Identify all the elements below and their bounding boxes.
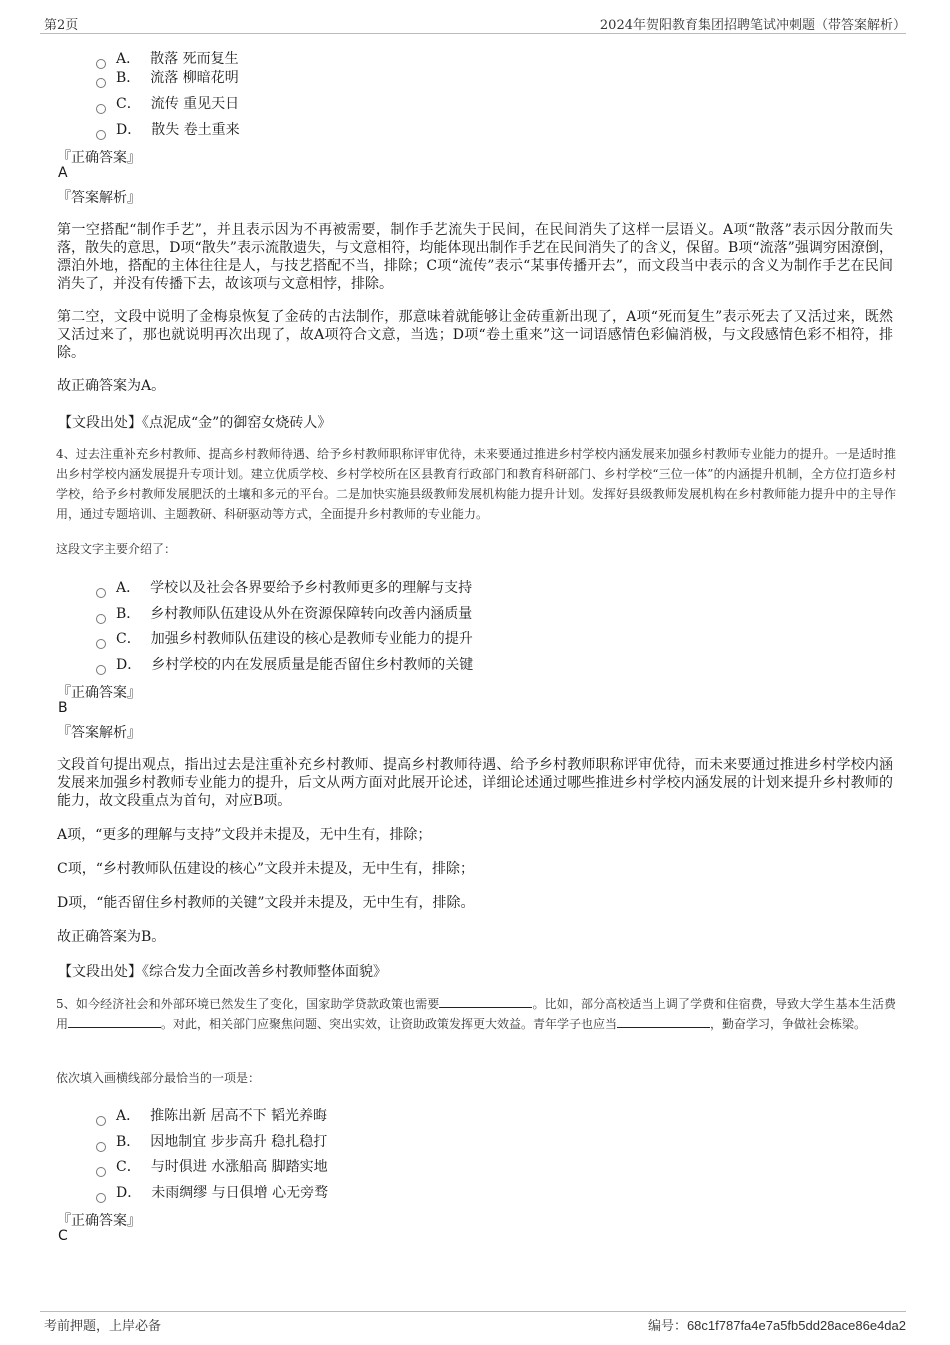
q4-analysis-option-d: D项，“能否留住乡村教师的关键”文段并未提及，无中生有，排除。 (57, 895, 475, 911)
q4-answer-label: 『正确答案』 (57, 685, 141, 701)
q3-analysis-paragraph: 第一空搭配“制作手艺”，并且表示因为不再被需要，制作手艺流失于民间，在民间消失了这样一层语义。A项“散落”表示因分散而失落，散失的意思，D项“散失”表示流散遗失，与文意相符，均能体现出制作手艺在民间消失了的含义，保留。B项“流落”强调穷困潦倒，漂泊外地，搭配的主体往往是人，与技艺搭配不当，排除；C项“流传”表示“某事传播开去”，而文段当中表示的含义为制作手艺在民间消失了，并没有传播下去，故该项与文意相悖，排除。 (57, 222, 893, 292)
radio-icon (96, 104, 106, 114)
header-divider (40, 33, 906, 34)
radio-icon (96, 78, 106, 88)
document-code: 编号：68c1f787fa4e7a5fb5dd28ace86e4da2 (647, 1318, 906, 1334)
q4-answer: B (58, 700, 68, 716)
fill-blank (68, 1015, 161, 1028)
q4-conclusion: 故正确答案为B。 (57, 929, 166, 945)
radio-icon (96, 130, 106, 140)
radio-icon (96, 1167, 106, 1177)
radio-icon (96, 614, 106, 624)
fill-blank (439, 995, 532, 1008)
q4-analysis-label: 『答案解析』 (57, 725, 141, 741)
radio-icon (96, 1116, 106, 1126)
q5-stem: 5、如今经济社会和外部环境已然发生了变化，国家助学贷款政策也需要 。比如，部分高校适当上调了学费和住宿费，导致大学生基本生活费用 。对此，相关部门应聚焦问题、突出实效，让资助政策发挥更大效益。青年学子也应当 ，勤奋学习，争做社会栋梁。 (56, 997, 896, 1031)
q4-option-a[interactable]: A． 学校以及社会各界要给予乡村教师更多的理解与支持 (96, 577, 472, 597)
q3-option-c[interactable]: C． 流传 重见天日 (96, 93, 239, 113)
q4-option-b[interactable]: B． 乡村教师队伍建设从外在资源保障转向改善内涵质量 (96, 603, 472, 623)
q4-analysis-option-c: C项，“乡村教师队伍建设的核心”文段并未提及，无中生有，排除； (57, 861, 475, 877)
radio-icon (96, 588, 106, 598)
radio-icon (96, 1142, 106, 1152)
footer-slogan: 考前押题，上岸必备 (44, 1319, 162, 1334)
q4-prompt: 这段文字主要介绍了： (56, 542, 177, 556)
q3-analysis-label: 『答案解析』 (57, 190, 141, 206)
q5-option-b[interactable]: B． 因地制宜 步步高升 稳扎稳打 (96, 1131, 327, 1151)
q5-answer-label: 『正确答案』 (57, 1213, 141, 1229)
q4-source: 【文段出处】《综合发力全面改善乡村教师整体面貌》 (58, 964, 387, 980)
document-title: 2024年贺阳教育集团招聘笔试冲刺题（带答案解析） (599, 18, 906, 33)
radio-icon (96, 639, 106, 649)
q4-option-c[interactable]: C． 加强乡村教师队伍建设的核心是教师专业能力的提升 (96, 628, 473, 648)
radio-icon (96, 665, 106, 675)
q5-answer: C (58, 1228, 68, 1244)
radio-icon (96, 1193, 106, 1203)
q3-option-b[interactable]: B． 流落 柳暗花明 (96, 67, 239, 87)
q3-analysis-paragraph: 第二空，文段中说明了金梅泉恢复了金砖的古法制作，那意味着就能够让金砖重新出现了，A项“死而复生”表示死去了又活过来，既然又活过来了，那也就说明再次出现了，故A项符合文意，当选；D项“卷土重来”这一词语感情色彩偏消极，与文段感情色彩不相符，排除。 (57, 309, 893, 361)
footer-divider (40, 1311, 906, 1312)
q3-answer-label: 『正确答案』 (57, 150, 141, 166)
q3-conclusion: 故正确答案为A。 (57, 378, 166, 394)
q3-answer: A (58, 165, 68, 181)
page-number: 第2页 (44, 18, 79, 33)
q5-option-d[interactable]: D． 未雨绸缪 与日俱增 心无旁骛 (96, 1182, 328, 1202)
q4-analysis-paragraph: 文段首句提出观点，指出过去是注重补充乡村教师、提高乡村教师待遇、给予乡村教师职称评审优待，而未来要通过推进乡村学校内涵发展来加强乡村教师专业能力的提升，后文从两方面对此展开论述，详细论述通过哪些推进乡村学校内涵发展的计划来提升乡村教师的能力，故文段重点为首句，对应B项。 (57, 757, 893, 809)
q3-option-a[interactable]: A． 散落 死而复生 (96, 48, 239, 68)
q3-source: 【文段出处】《点泥成“金”的御窑女烧砖人》 (58, 415, 332, 431)
q5-option-a[interactable]: A． 推陈出新 居高不下 韬光养晦 (96, 1105, 327, 1125)
q4-analysis-option-a: A项，“更多的理解与支持”文段并未提及，无中生有，排除； (57, 827, 432, 843)
q5-option-c[interactable]: C． 与时俱进 水涨船高 脚踏实地 (96, 1156, 328, 1176)
q4-option-d[interactable]: D． 乡村学校的内在发展质量是能否留住乡村教师的关键 (96, 654, 473, 674)
q4-stem: 4、过去注重补充乡村教师、提高乡村教师待遇、给予乡村教师职称评审优待，未来要通过推进乡村学校内涵发展来加强乡村教师专业能力的提升。一是适时推出乡村学校内涵发展提升专项计划。建立优质学校、乡村学校所在区县教育行政部门和教育科研部门、乡村学校“三位一体”的内涵提升机制，全方位打造乡村学校，给予乡村教师发展肥沃的土壤和多元的平台。二是加快实施县级教师发展机构能力提升计划。发挥好县级教师发展机构在乡村教师能力提升中的主导作用，通过专题培训、主题教研、科研驱动等方式，全面提升乡村教师的专业能力。 (56, 447, 896, 521)
fill-blank (617, 1015, 710, 1028)
q3-option-d[interactable]: D． 散失 卷土重来 (96, 119, 240, 139)
q5-prompt: 依次填入画横线部分最恰当的一项是： (56, 1071, 261, 1085)
